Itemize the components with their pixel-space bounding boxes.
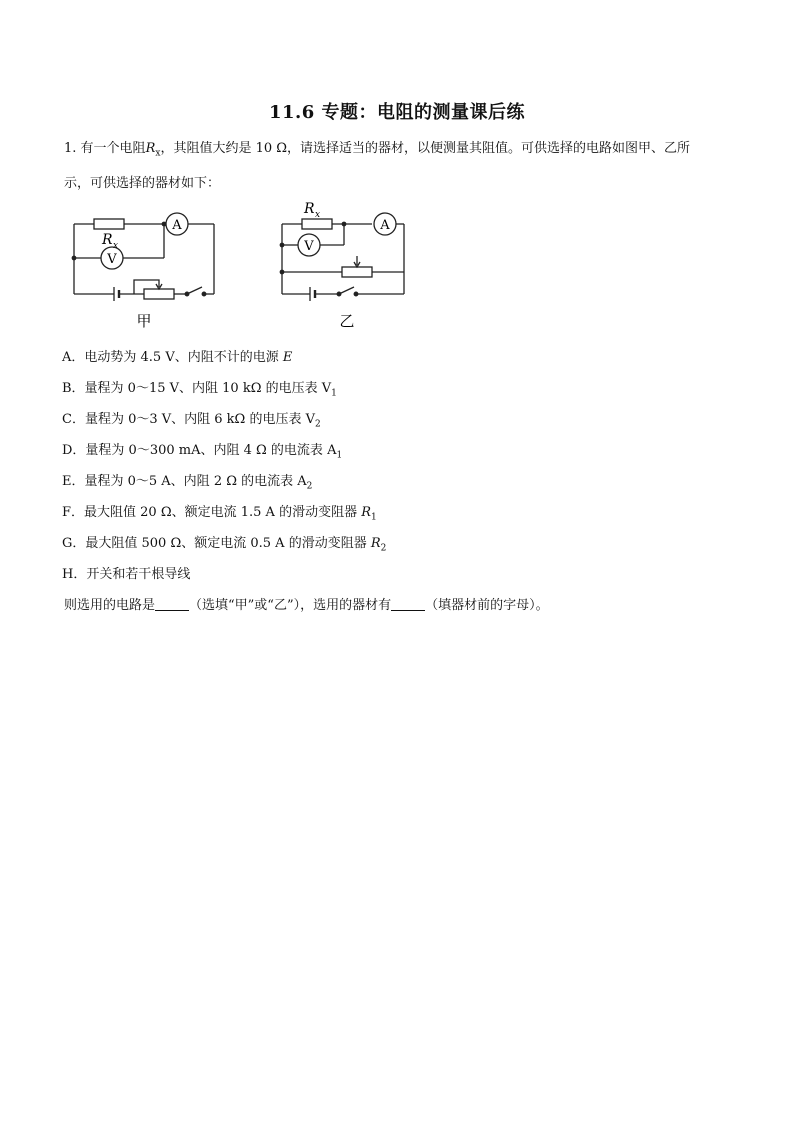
option-a: A．电动势为 4.5 V、内阻不计的电源 E — [62, 350, 293, 365]
ammeter-label-b: A — [380, 218, 390, 233]
circuit-b-label: 乙 — [339, 312, 355, 330]
rx-sub-b: x — [315, 210, 321, 220]
option-b: B．量程为 0～15 V、内阻 10 kΩ 的电压表 $V_1$ — [62, 381, 337, 399]
voltmeter-label-a: V — [107, 252, 117, 267]
option-list — [62, 342, 732, 590]
rx-resistor-b — [302, 219, 332, 229]
option-d: D．量程为 0～300 mA、内阻 4 Ω 的电流表 $A_1$ — [62, 443, 343, 461]
rx-resistor-a — [94, 219, 124, 229]
circuit-diagrams — [64, 196, 444, 336]
page-title: 11.6 专题：电阻的测量课后练 — [268, 102, 526, 123]
rx-sub-a: x — [113, 241, 119, 251]
question-number: 1. — [64, 141, 77, 156]
intro-text-2: ，其阻值大约是 10 Ω，请选择适当的器材，以便测量其阻值。可供选择的电路如图甲、乙所 — [160, 141, 691, 156]
rheostat-a — [144, 289, 174, 299]
circuit-a — [74, 213, 214, 301]
rx-label-a: R — [102, 232, 113, 248]
intro-text-3: 示，可供选择的器材如下： — [64, 175, 221, 191]
option-h: H．开关和若干根导线 — [62, 567, 191, 582]
circuit-a-label: 甲 — [136, 312, 152, 330]
ammeter-label-a: A — [172, 218, 182, 233]
rx-symbol: R — [145, 141, 156, 156]
intro-text-1: 有一个电阻 — [80, 141, 146, 156]
option-e: E．量程为 0～5 A、内阻 2 Ω 的电流表 $A_2$ — [62, 474, 313, 492]
rx-label-b: R — [304, 201, 315, 217]
option-f: F．最大阻值 20 Ω、额定电流 1.5 A 的滑动变阻器 $R_1$ — [62, 505, 377, 523]
rx-subscript: x — [155, 148, 161, 159]
answer-blank-circuit[interactable] — [155, 596, 189, 611]
switch-b — [339, 287, 354, 294]
option-c: C．量程为 0～3 V、内阻 6 kΩ 的电压表 $V_2$ — [62, 412, 321, 430]
option-g: G．最大阻值 500 Ω、额定电流 0.5 A 的滑动变阻器 $R_2$ — [62, 536, 387, 554]
question-intro — [64, 134, 734, 199]
rheostat-b — [342, 267, 372, 277]
voltmeter-label-b: V — [304, 239, 314, 254]
switch-a — [187, 287, 202, 294]
answer-blank-equipment[interactable] — [391, 596, 425, 611]
answer-prompt: 则选用的电路是 （选填“甲”或“乙”），选用的器材有 （填器材前的字母）。 — [64, 598, 549, 613]
